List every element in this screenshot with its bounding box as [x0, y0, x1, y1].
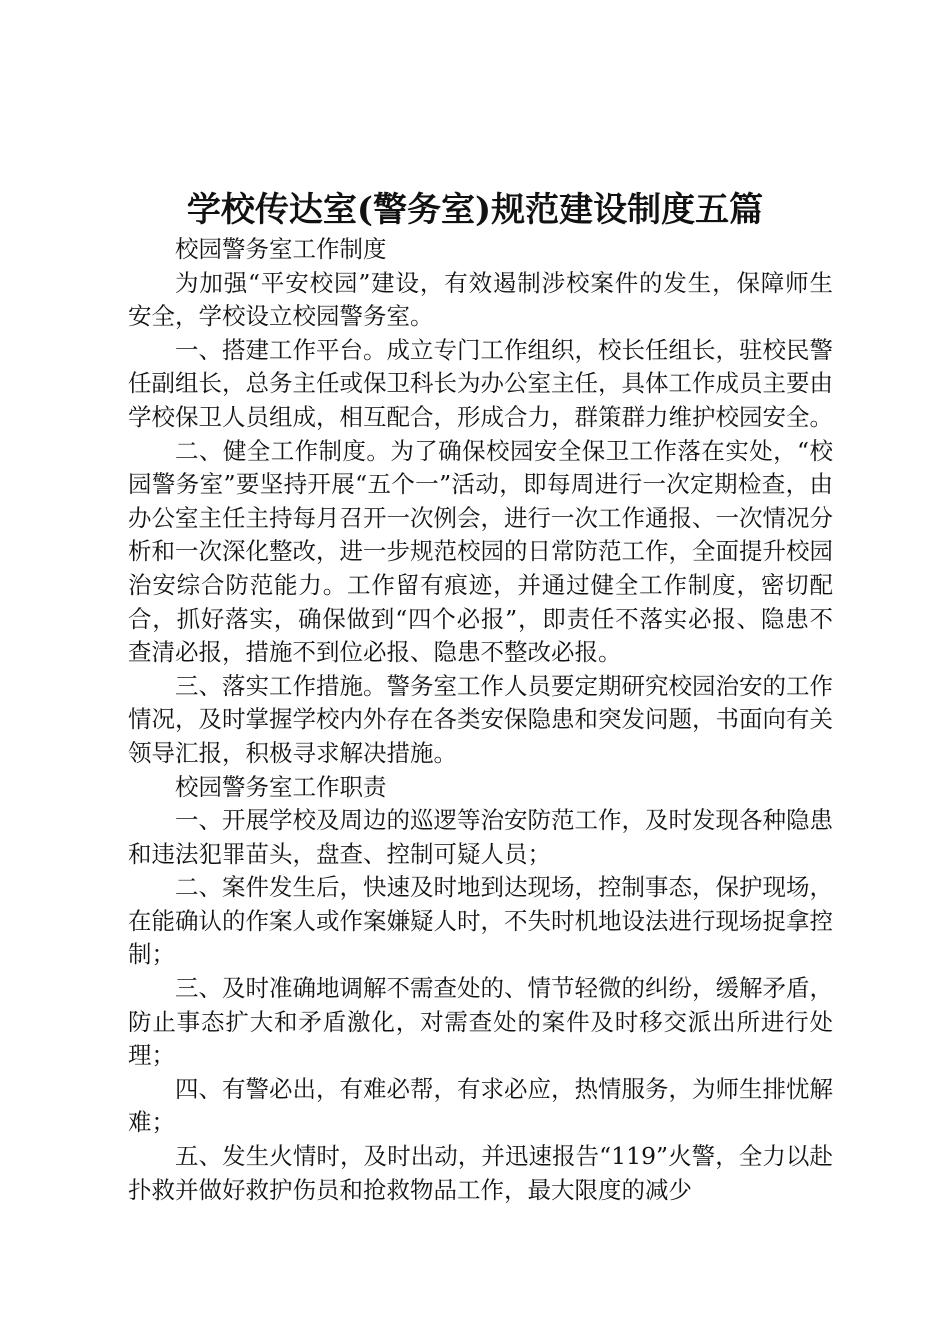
paragraph: 三、落实工作措施。警务室工作人员要定期研究校园治安的工作情况，及时掌握学校内外存在各类安保隐患和突发问题，书面向有关领导汇报，积极寻求解决措施。 — [128, 671, 833, 767]
paragraph: 五、发生火情时，及时出动，并迅速报告“119”火警，全力以赴扑救并做好救护伤员和抢救物品工作，最大限度的减少 — [128, 1142, 833, 1204]
paragraph: 一、搭建工作平台。成立专门工作组织，校长任组长，驻校民警任副组长，总务主任或保卫科长为办公室主任，具体工作成员主要由学校保卫人员组成，相互配合，形成合力，群策群力维护校园安全。 — [128, 335, 833, 431]
section-heading: 校园警务室工作职责 — [175, 772, 387, 801]
paragraph: 为加强“平安校园”建设，有效遏制涉校案件的发生，保障师生安全，学校设立校园警务室。 — [128, 268, 833, 331]
document-title: 学校传达室(警务室)规范建设制度五篇 — [186, 190, 764, 230]
paragraph: 三、及时准确地调解不需查处的、情节轻微的纠纷，缓解矛盾，防止事态扩大和矛盾激化，对需查处的案件及时移交派出所进行处理； — [128, 974, 833, 1070]
paragraph: 四、有警必出，有难必帮，有求必应，热情服务，为师生排忧解难； — [128, 1074, 833, 1137]
paragraph: 二、案件发生后，快速及时地到达现场，控制事态，保护现场，在能确认的作案人或作案嫌疑人时，不失时机地设法进行现场捉拿控制； — [128, 873, 833, 969]
section-heading: 校园警务室工作制度 — [175, 235, 387, 263]
document-body — [128, 233, 833, 1207]
paragraph: 一、开展学校及周边的巡逻等治安防范工作，及时发现各种隐患和违法犯罪苗头，盘查、控制可疑人员； — [128, 806, 833, 868]
paragraph: 二、健全工作制度。为了确保校园安全保卫工作落在实处，“校园警务室”要坚持开展“五个一”活动，即每周进行一次定期检查，由办公室主任主持每月召开一次例会，进行一次工作通报、一次情况分析和一次深化整改，进一步规范校园的日常防范工作，全面提升校园治安综合防范能力。工作留有痕迹，并通过健全工作制度，密切配合，抓好落实，确保做到“四个必报”，即责任不落实必报、隐患不查清必报，措施不到位必报、隐患不整改必报。 — [128, 436, 833, 667]
